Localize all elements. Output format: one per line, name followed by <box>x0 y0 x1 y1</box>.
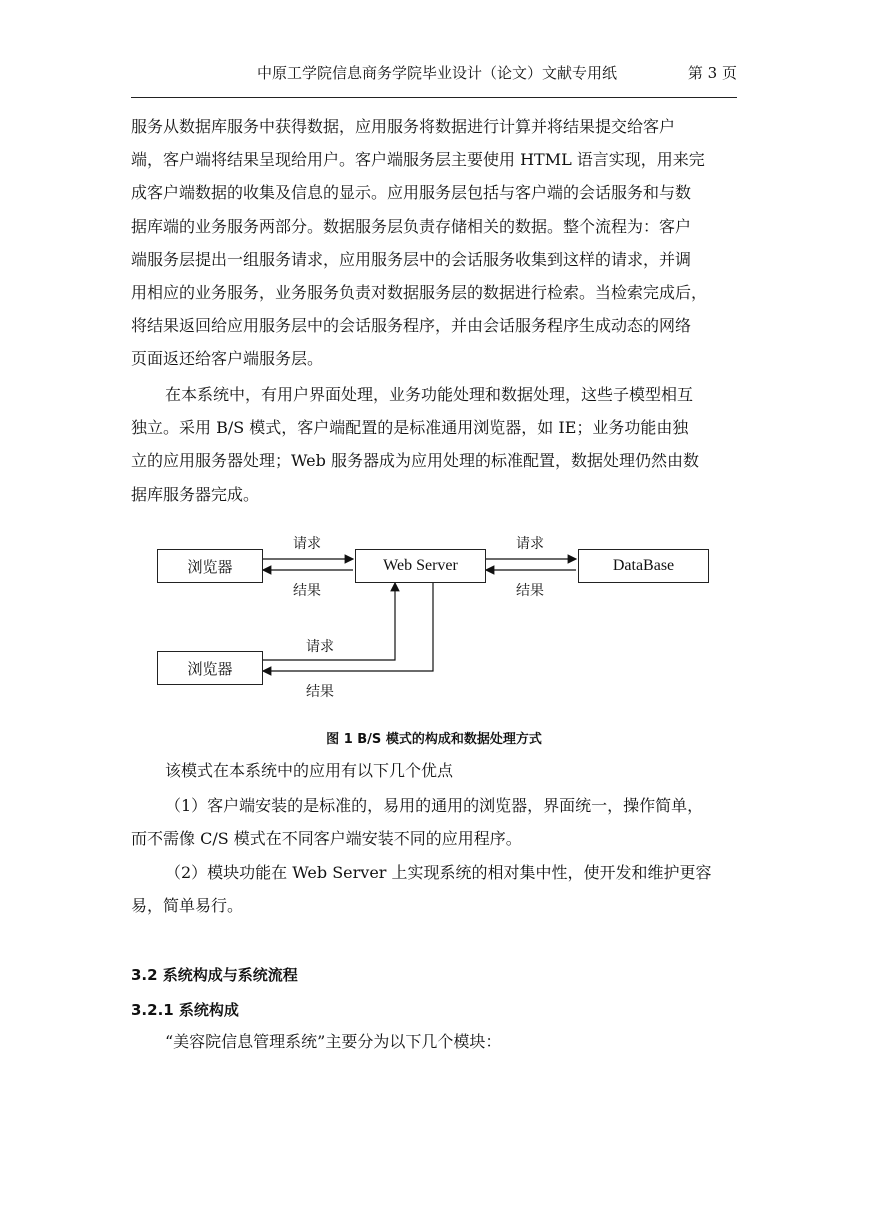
browser-box-1: 浏览器 <box>157 549 263 583</box>
text-line: 端服务层提出一组服务请求，应用服务层中的会话服务收集到这样的请求，并调 <box>131 249 692 269</box>
text-line: 据库服务器完成。 <box>131 484 260 504</box>
text-line: 立的应用服务器处理；Web 服务器成为应用处理的标准配置，数据处理仍然由数 <box>131 451 699 471</box>
text-line: 独立。采用 B/S 模式，客户端配置的是标准通用浏览器，如 IE；业务功能由独 <box>131 418 689 438</box>
label-result-3: 结果 <box>306 684 334 700</box>
text-line: “美容院信息管理系统”主要分为以下几个模块： <box>165 1032 502 1051</box>
arrow-result-3 <box>263 582 433 671</box>
paragraph-advantages-intro <box>131 754 737 787</box>
text-line: 服务从数据库服务中获得数据，应用服务将数据进行计算并将结果提交给客户 <box>131 117 676 136</box>
header-divider <box>131 97 737 98</box>
text-line: 该模式在本系统中的应用有以下几个优点 <box>165 761 454 780</box>
text-line: 成客户端数据的收集及信息的显示。应用服务层包括与客户端的会话服务和与数 <box>131 183 692 203</box>
text-line: 在本系统中，有用户界面处理，业务功能处理和数据处理，这些子模型相互 <box>165 385 694 404</box>
text-line: （1）客户端安装的是标准的，易用的通用的浏览器，界面统一，操作简单， <box>165 796 704 815</box>
section-heading-3-2-1: 3.2.1 系统构成 <box>131 1001 239 1019</box>
paragraph-bs-mode <box>131 378 737 511</box>
text-line: 易，简单易行。 <box>131 896 244 916</box>
text-line: 据库端的业务服务两部分。数据服务层负责存储相关的数据。整个流程为：客户 <box>131 216 692 236</box>
label-request-2: 请求 <box>516 536 544 552</box>
header-title: 中原工学院信息商务学院毕业设计（论文）文献专用纸 <box>257 64 618 82</box>
web-server-box: Web Server <box>355 549 486 583</box>
paragraph-advantage-1 <box>131 789 737 855</box>
bs-architecture-diagram <box>150 528 720 708</box>
page-number: 第 3 页 <box>687 64 737 82</box>
browser-box-2: 浏览器 <box>157 651 263 685</box>
text-line: （2）模块功能在 Web Server 上实现系统的相对集中性，使开发和维护更容 <box>165 863 712 882</box>
text-line: 将结果返回给应用服务层中的会话服务程序，并由会话服务程序生成动态的网络 <box>131 316 692 336</box>
label-result-2: 结果 <box>516 583 544 599</box>
figure-caption: 图 1 B/S 模式的构成和数据处理方式 <box>326 732 542 747</box>
label-request-1: 请求 <box>293 536 321 552</box>
page-header <box>131 58 737 86</box>
text-line: 用相应的业务服务，业务服务负责对数据服务层的数据进行检索。当检索完成后， <box>131 283 708 303</box>
text-line: 端，客户端将结果呈现给用户。客户端服务层主要使用 HTML 语言实现，用来完 <box>131 150 705 170</box>
text-line: 页面返还给客户端服务层。 <box>131 349 324 369</box>
paragraph-advantage-2 <box>131 856 737 922</box>
label-request-3: 请求 <box>306 639 334 655</box>
database-box: DataBase <box>578 549 709 583</box>
paragraph-architecture-flow <box>131 110 737 376</box>
text-line: 而不需像 C/S 模式在不同客户端安装不同的应用程序。 <box>131 829 522 849</box>
section-heading-3-2: 3.2 系统构成与系统流程 <box>131 966 298 984</box>
label-result-1: 结果 <box>293 583 321 599</box>
paragraph-modules-intro <box>131 1025 737 1058</box>
